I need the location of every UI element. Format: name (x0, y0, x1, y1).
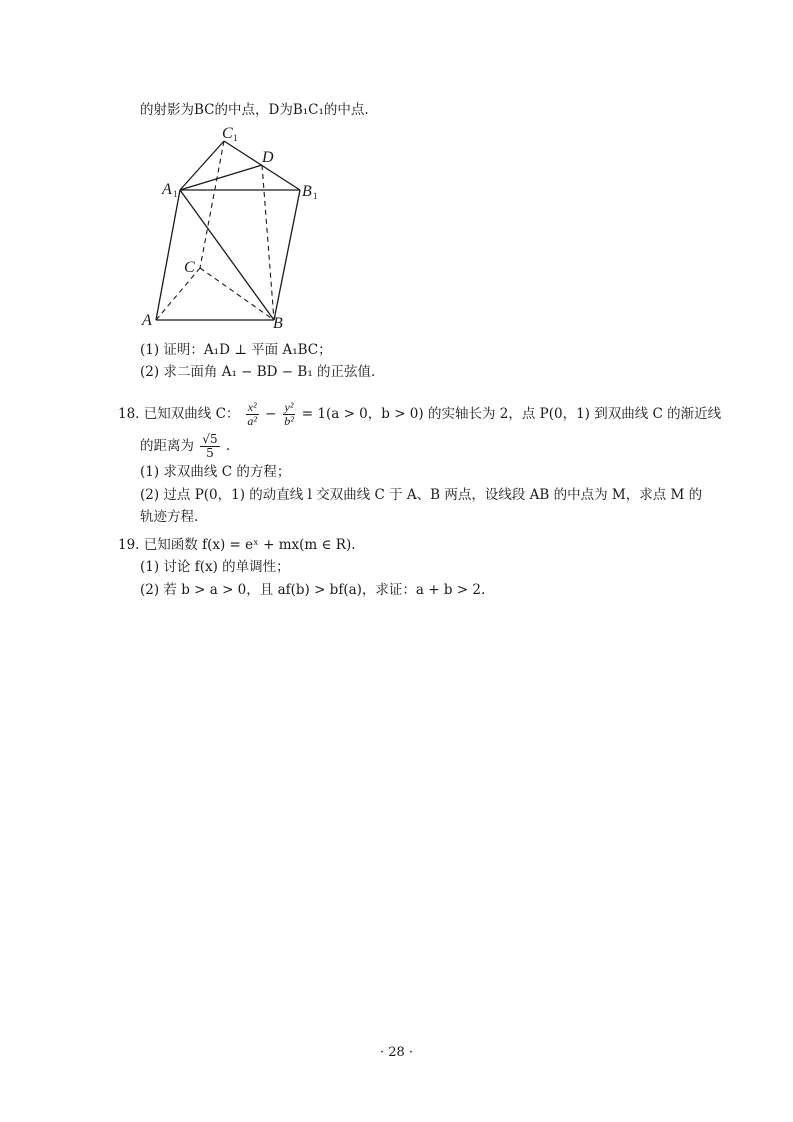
page-number: · 28 · (379, 1045, 414, 1060)
edge-a1d (180, 165, 262, 190)
label-b1: B (302, 183, 312, 200)
q19-part2: (2) 若 b > a > 0，且 af(b) > bf(a)，求证：a + b > 2. (140, 582, 486, 598)
label-b: B (273, 315, 283, 332)
q18-stem-line1 (118, 401, 721, 428)
q18-minus: − (264, 406, 277, 422)
q19-stem-text: 已知函数 f(x) = eˣ + mx(m ∈ R). (143, 537, 356, 553)
q18-fraction-y: $\frac{\text{y²}}{\text{b²}}$ (284, 400, 294, 428)
q18-number: 18. (118, 406, 140, 422)
q18-fraction-distance: $\frac{√5}{5}$ (202, 432, 218, 460)
q18-stem-line2 (140, 433, 230, 460)
q18-stem-c: 的距离为 (140, 438, 194, 454)
edge-b1b (274, 190, 300, 320)
q17-part2: (2) 求二面角 A₁ − BD − B₁ 的正弦值. (140, 364, 376, 380)
q19-number: 19. (118, 537, 140, 553)
q17-part1: (1) 证明：A₁D ⊥ 平面 A₁BC； (140, 342, 332, 358)
prism-figure (138, 122, 338, 337)
q18-stem-c-end: . (225, 438, 231, 454)
label-c1-sub: 1 (233, 133, 238, 143)
q18-stem-b: = 1(a > 0，b > 0) 的实轴长为 2，点 P(0，1) 到双曲线 C 的渐近线 (301, 406, 722, 422)
continued-text: 的射影为BC的中点，D为B₁C₁的中点. (140, 102, 369, 118)
label-c: C (184, 259, 195, 276)
q18-part1: (1) 求双曲线 C 的方程； (140, 464, 291, 480)
edge-a1b (180, 190, 274, 320)
q18-stem-a: 已知双曲线 C： (143, 406, 240, 422)
edge-c1c (200, 141, 224, 268)
q19-part1: (1) 讨论 f(x) 的单调性； (140, 559, 290, 575)
q18-part2: (2) 过点 P(0，1) 的动直线 l 交双曲线 C 于 A、B 两点，设线段 AB 的中点为 M，求点 M 的 (140, 487, 703, 503)
edge-db (262, 165, 274, 320)
label-a1-sub: 1 (173, 189, 178, 199)
label-d: D (262, 149, 274, 166)
q19-stem (118, 535, 356, 555)
q18-part2-cont: 轨迹方程. (140, 509, 199, 525)
edge-a1a (156, 190, 180, 320)
label-a1: A (162, 181, 172, 198)
label-c1: C (222, 125, 233, 142)
edge-cb (200, 268, 274, 320)
label-a: A (142, 312, 152, 329)
q18-fraction-x: $\frac{\text{x²}}{\text{a²}}$ (247, 400, 257, 428)
label-b1-sub: 1 (313, 191, 318, 201)
